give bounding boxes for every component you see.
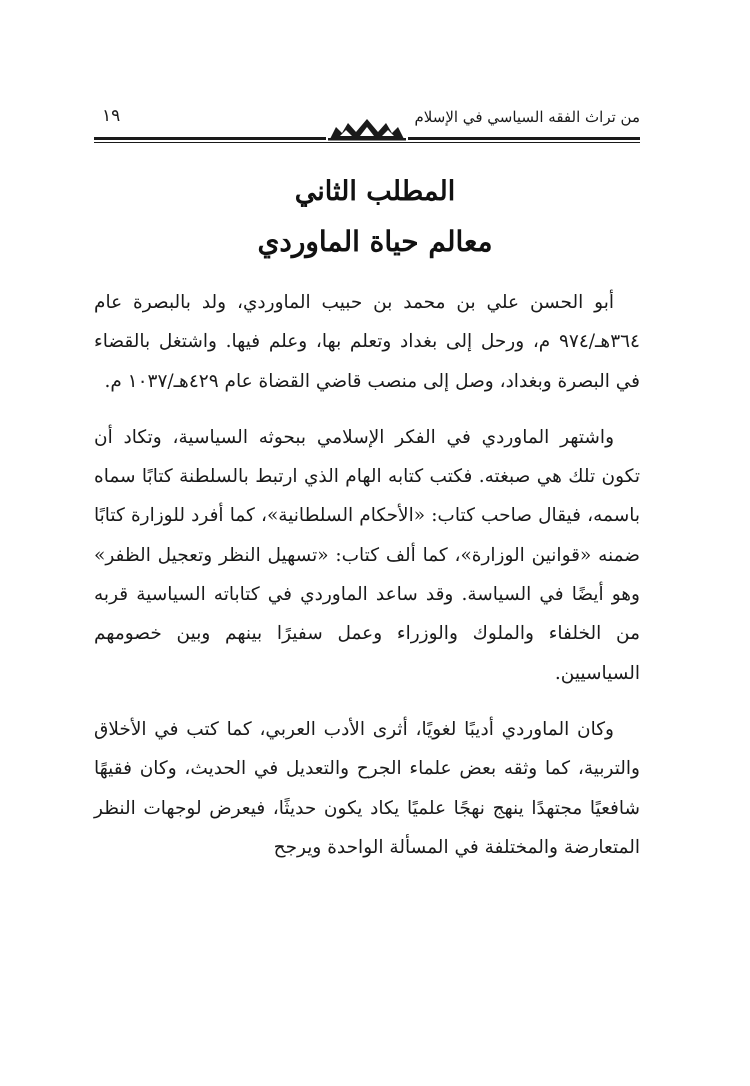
body-text bbox=[94, 283, 640, 884]
page-number: ١٩ bbox=[102, 106, 121, 126]
running-header bbox=[94, 108, 640, 142]
section-heading: المطلب الثاني bbox=[294, 176, 456, 207]
paragraph: واشتهر الماوردي في الفكر الإسلامي ببحوثه السياسية، وتكاد أن تكون تلك هي صبغته. فكتب كتابه الهام الذي ارتبط بالسلطنة كتابًا سماه باسمه، فيقال صاحب كتاب: «الأحكام السلطانية»، كما أفرد للوزارة كتابًا ضمنه «قوانين الوزارة»، كما ألف كتاب: «تسهيل النظر وتعجيل الظفر» وهو أيضًا في السياسة. وقد ساعد الماوردي في كتاباته السياسية قربه من الخلفاء والملوك والوزراء وعمل سفيرًا بينهم وبين خصومهم السياسيين. bbox=[94, 426, 640, 684]
chapter-title: معالم حياة الماوردي bbox=[257, 225, 493, 258]
crown-ornament-icon bbox=[326, 117, 408, 141]
paragraph: وكان الماوردي أديبًا لغويًا، أثرى الأدب العربي، كما كتب في الأخلاق والتربية، كما وثقه بعض علماء الجرح والتعديل في الحديث، وكان فقيهًا شافعيًا مجتهدًا ينهج نهجًا علميًا يكاد يكون حديثًا، فيعرض لوجهات النظر المتعارضة والمختلفة في المسألة الواحدة ويرجح bbox=[94, 718, 640, 858]
paragraph: أبو الحسن علي بن محمد بن حبيب الماوردي، ولد بالبصرة عام ٣٦٤هـ/٩٧٤ م، ورحل إلى بغداد وتعلم بها، وعلم فيها. واشتغل بالقضاء في البصرة وبغداد، وصل إلى منصب قاضي القضاة عام ٤٢٩هـ/١٠٣٧ م. bbox=[94, 292, 640, 392]
running-header-title: من تراث الفقه السياسي في الإسلام bbox=[414, 108, 640, 126]
